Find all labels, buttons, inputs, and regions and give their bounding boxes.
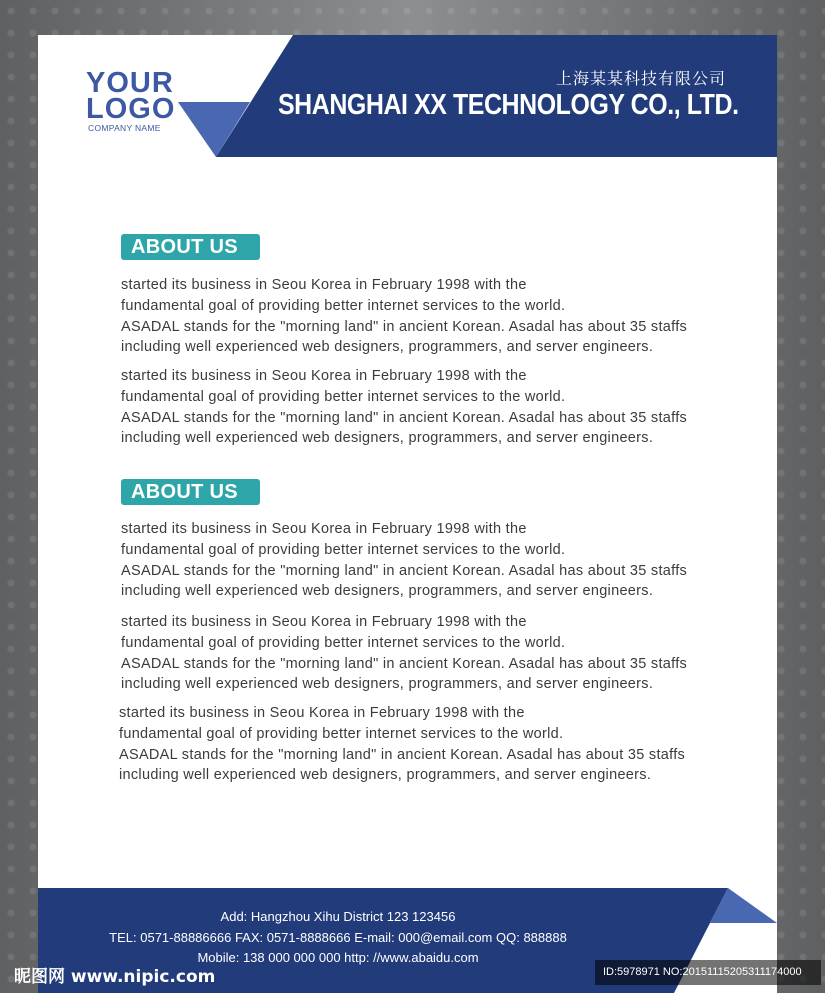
section-heading-about-us-2: ABOUT US xyxy=(121,479,260,505)
text-line: started its business in Seou Korea in February 1998 with the xyxy=(121,614,527,630)
text-line: including well experienced web designers, programmers, and server engineers. xyxy=(121,430,654,447)
text-line: ASADAL stands for the "morning land" in ancient Korean. Asadal has about 35 staffs xyxy=(121,409,688,426)
text-line: including well experienced web designers, programmers, and server engineers. xyxy=(119,767,652,784)
footer-contact: TEL: 0571-88886666 FAX: 0571-8888666 E-mail: 000@email.com QQ: 888888 xyxy=(109,930,567,945)
text-line: fundamental goal of providing better internet services to the world. xyxy=(119,725,564,742)
text-line: ASADAL stands for the "morning land" in ancient Korean. Asadal has about 35 staffs xyxy=(121,318,688,335)
text-line: ASADAL stands for the "morning land" in ancient Korean. Asadal has about 35 staffs xyxy=(119,746,686,763)
paragraph-1-2 xyxy=(121,366,721,449)
company-name-english: SHANGHAI XX TECHNOLOGY CO., LTD. xyxy=(278,89,739,121)
watermark-id: ID:5978971 NO:20151115205311174000 xyxy=(595,960,821,985)
footer-web: Mobile: 138 000 000 000 http: //www.abaidu.com xyxy=(197,950,479,965)
section-heading-about-us-1: ABOUT US xyxy=(121,234,260,260)
text-line: started its business in Seou Korea in February 1998 with the xyxy=(121,521,527,537)
text-line: ASADAL stands for the "morning land" in ancient Korean. Asadal has about 35 staffs xyxy=(121,562,688,579)
text-line: fundamental goal of providing better internet services to the world. xyxy=(121,297,566,314)
company-name-chinese: 上海某某科技有限公司 xyxy=(555,69,726,88)
logo-text-your: YOUR xyxy=(86,67,174,99)
text-line: fundamental goal of providing better internet services to the world. xyxy=(121,388,566,405)
text-line: including well experienced web designers, programmers, and server engineers. xyxy=(121,676,654,693)
text-line: fundamental goal of providing better internet services to the world. xyxy=(121,541,566,558)
text-line: including well experienced web designers, programmers, and server engineers. xyxy=(121,583,654,600)
logo-company-name: COMPANY NAME xyxy=(88,123,161,133)
paragraph-2-3 xyxy=(119,703,719,786)
logo-text-logo: LOGO xyxy=(86,93,176,125)
watermark-site: 昵图网 www.nipic.com xyxy=(14,967,216,987)
paragraph-2-1 xyxy=(121,519,721,602)
text-line: started its business in Seou Korea in February 1998 with the xyxy=(121,277,527,293)
text-line: started its business in Seou Korea in February 1998 with the xyxy=(121,368,527,384)
footer-address: Add: Hangzhou Xihu District 123 123456 xyxy=(220,909,456,924)
paragraph-2-2 xyxy=(121,612,721,695)
paragraph-1-1 xyxy=(121,275,721,358)
text-line: including well experienced web designers, programmers, and server engineers. xyxy=(121,339,654,356)
text-line: started its business in Seou Korea in February 1998 with the xyxy=(119,705,525,721)
text-line: ASADAL stands for the "morning land" in ancient Korean. Asadal has about 35 staffs xyxy=(121,655,688,672)
text-line: fundamental goal of providing better internet services to the world. xyxy=(121,634,566,651)
letterhead-page xyxy=(38,35,777,993)
